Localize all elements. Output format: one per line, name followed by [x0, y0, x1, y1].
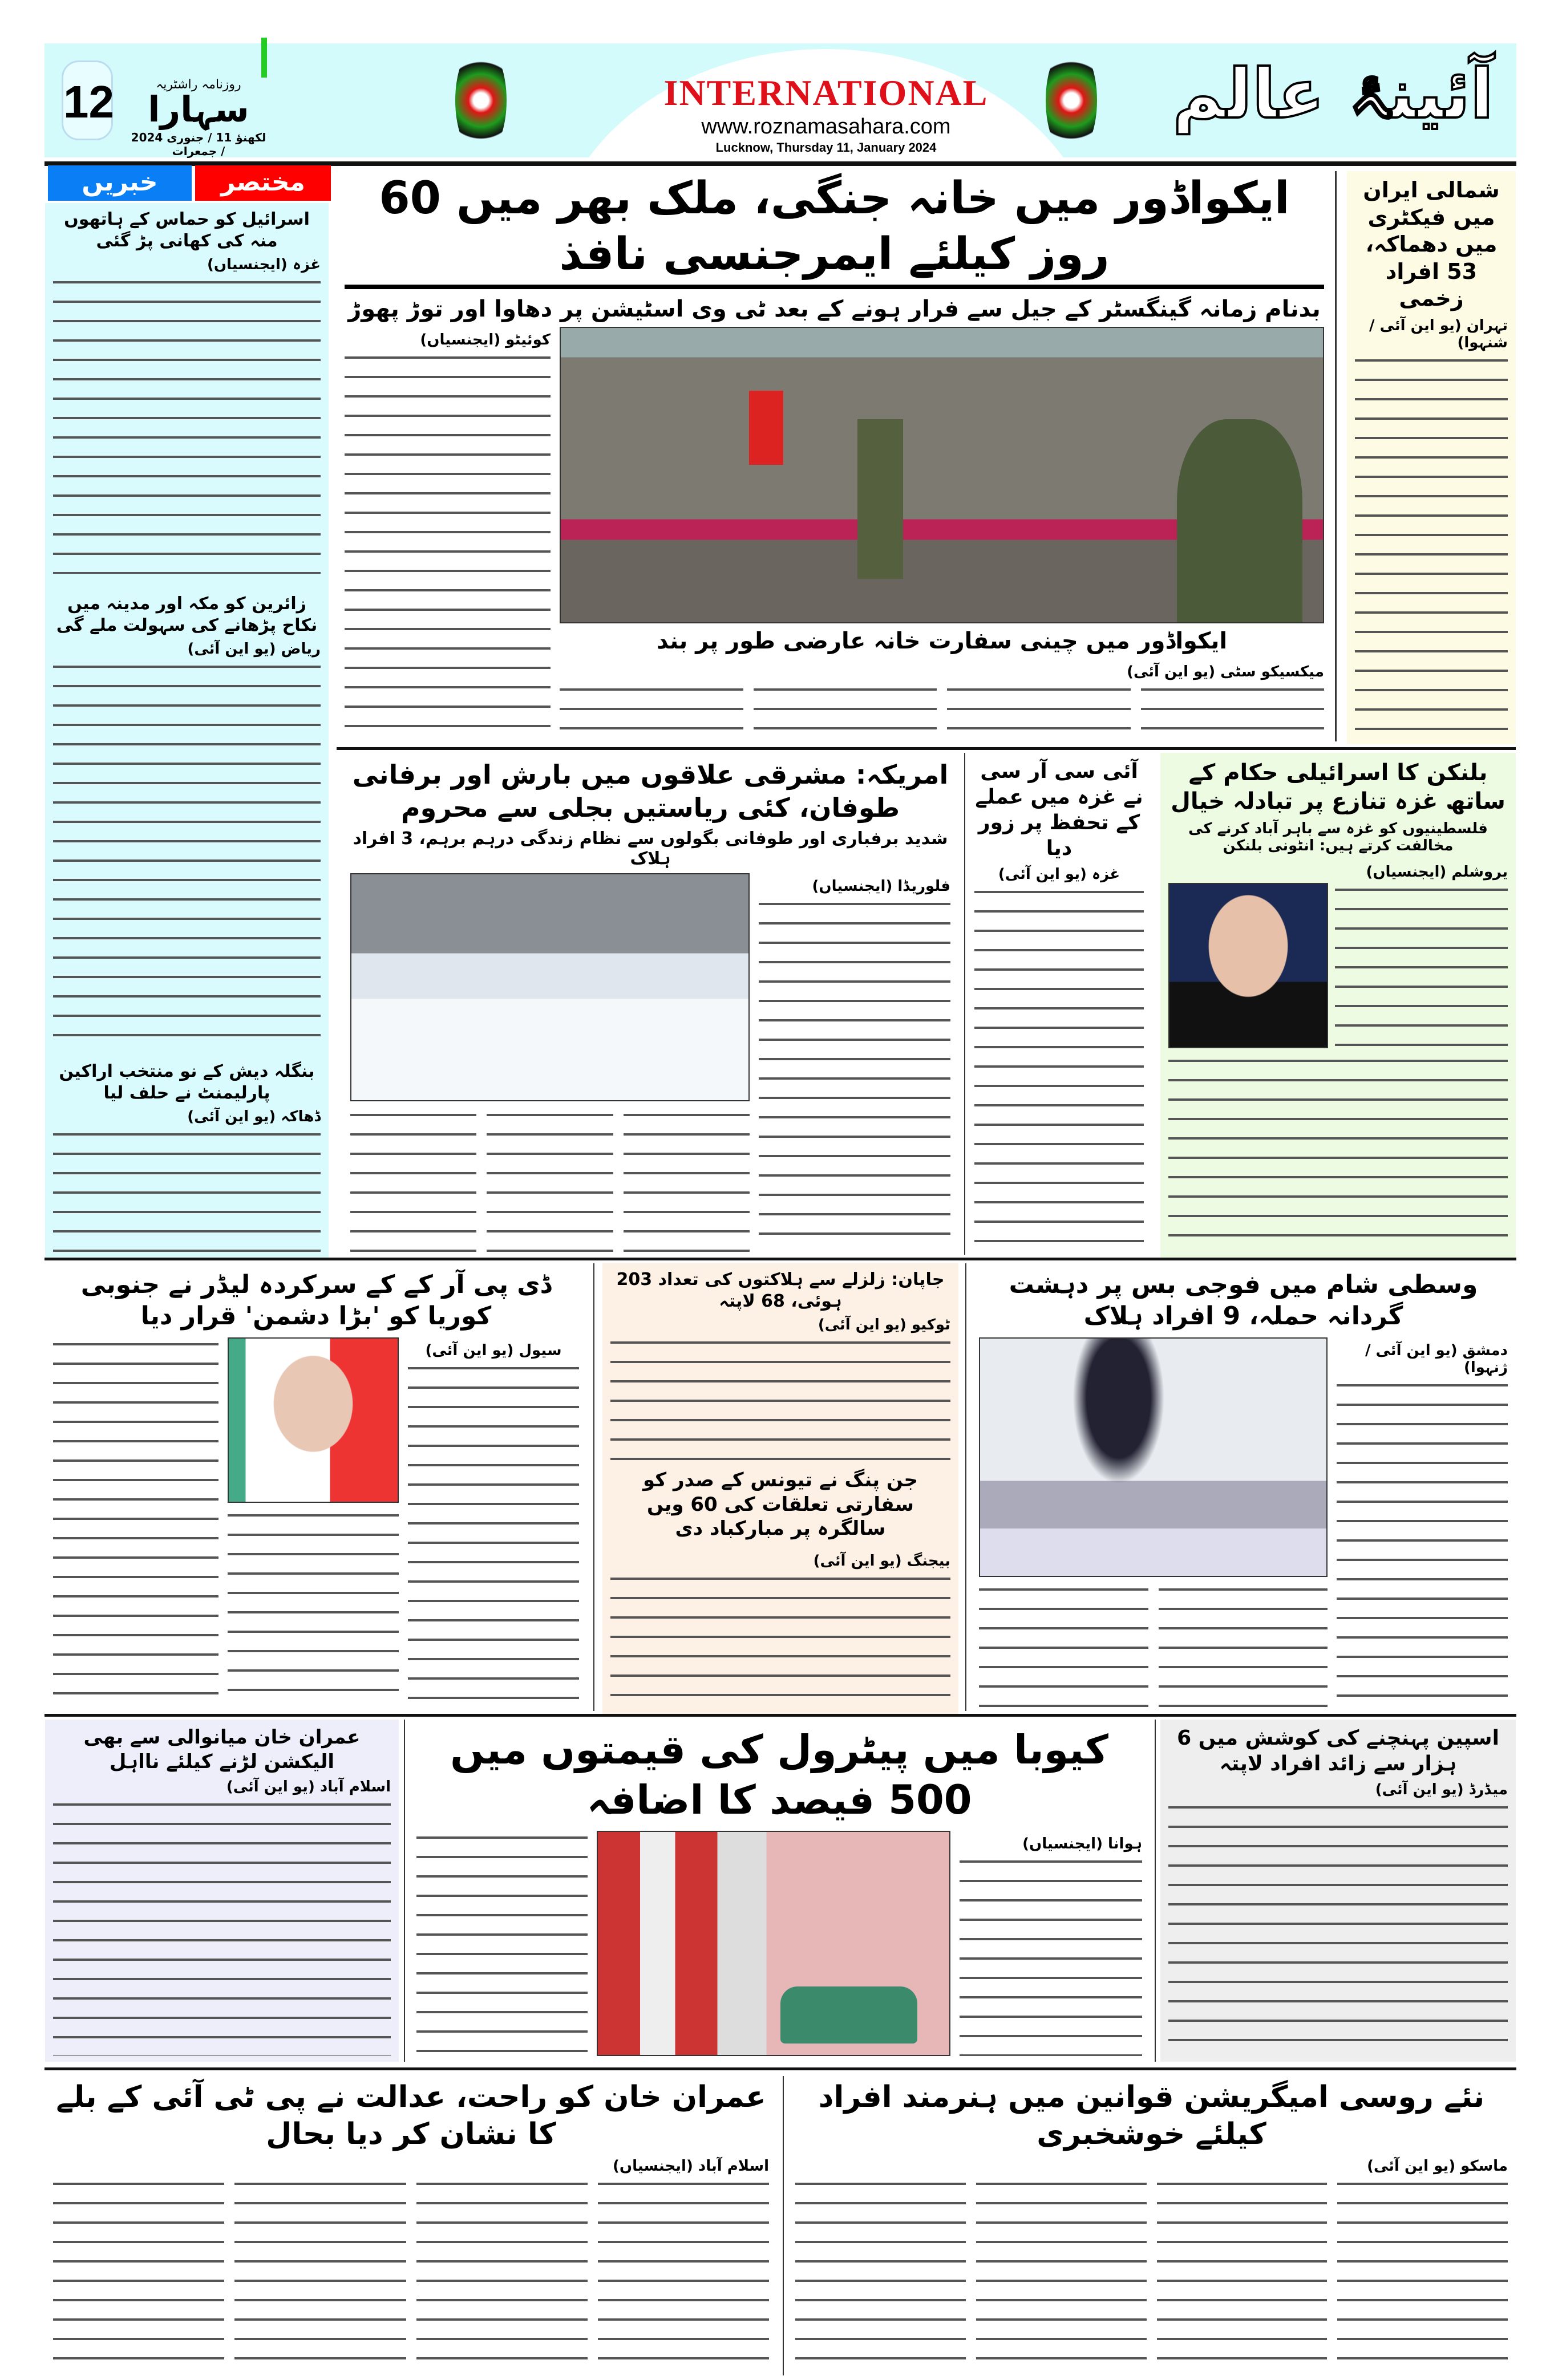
headline: نئے روسی امیگریشن قوانین میں ہنرمند افراد کیلئے خوشخبری	[818, 2080, 1485, 2151]
article-body	[974, 885, 1144, 1252]
story-usa-storm	[342, 753, 958, 1258]
story-hajj-nikah	[45, 587, 329, 1049]
story-dprk	[45, 1263, 587, 1714]
headline: عمران خان کو راحت، عدالت نے پی ٹی آئی کے بلے کا نشان کر دیا بحال	[56, 2080, 766, 2151]
divider	[964, 753, 965, 1255]
divider	[1155, 1720, 1156, 2062]
dateline: غزہ (ایجنسیاں)	[207, 256, 321, 273]
logo-text: سہارا	[148, 88, 249, 130]
jinping-headline: جن پنگ نے تیونس کے صدر کو سفارتی تعلقات کی 60 ویں سالگرہ پر مبارکباد دی	[643, 1469, 918, 1540]
story-imran-mianwali	[45, 1720, 399, 2062]
divider	[404, 1720, 405, 2062]
story-bangladesh	[45, 1055, 329, 1258]
emblem-icon	[455, 43, 507, 157]
article-body	[53, 1128, 321, 1252]
article-body	[53, 1798, 391, 2056]
headline: ڈی پی آر کے کے سرکردہ لیڈر نے جنوبی کوریا کو 'بڑا دشمن' قرار دیا	[80, 1270, 552, 1331]
tab-khabrein: خبریں	[48, 165, 192, 201]
dateline: فلوریڈا (ایجنسیاں)	[812, 878, 950, 895]
story-israel-hamas	[45, 203, 329, 579]
page-number: 12	[63, 76, 114, 127]
dateline: ٹوکیو (یو این آئی)	[818, 1316, 950, 1333]
main-headline: ایکواڈور میں خانہ جنگی، ملک بھر میں 60 روز کیلئے ایمرجنسی نافذ	[379, 173, 1290, 280]
divider	[783, 2076, 784, 2375]
headline: اسپین پہنچنے کی کوشش میں 6 ہزار سے زائد افراد لاپتہ	[1177, 1726, 1499, 1775]
page-number-badge	[62, 60, 113, 140]
section-title-english: INTERNATIONAL	[663, 72, 989, 113]
article-body	[1168, 1801, 1508, 2056]
headline: شمالی ایران میں فیکٹری میں دھماکہ، 53 افراد زخمی	[1363, 177, 1500, 311]
dateline: ریاض (یو این آئی)	[187, 640, 321, 658]
logo-torch-icon	[261, 38, 267, 78]
masthead	[44, 43, 1516, 157]
headline: بنگلہ دیش کے نو منتخب اراکین پارلیمنٹ نے حلف لیا	[59, 1061, 315, 1103]
urdu-dateline: لکھنؤ 11 / جنوری 2024 / جمعرات	[131, 131, 266, 158]
story-cuba-petrol	[408, 1720, 1150, 2062]
emblem-icon	[1046, 43, 1097, 157]
dateline: سیول (یو این آئی)	[425, 1342, 562, 1359]
story-russia-immigration	[787, 2073, 1516, 2375]
dateline: غزہ (یو این آئی)	[998, 866, 1120, 883]
headline: کیوبا میں پیٹرول کی قیمتوں میں 500 فیصد کا اضافہ	[450, 1726, 1108, 1823]
dateline: ماسکو (یو این آئی)	[1367, 2158, 1508, 2175]
story-japan-quake	[602, 1263, 958, 1714]
ecuador-soldiers-photo	[560, 327, 1324, 623]
article-body	[345, 351, 551, 741]
main-subheadline: بدنام زمانہ گینگسٹر کے جیل سے فرار ہونے کے بعد ٹی وی اسٹیشن پر دھاوا اور توڑ پھوڑ	[348, 296, 1321, 322]
divider	[593, 1263, 594, 1711]
inset-headline: ایکواڈور میں چینی سفارت خانہ عارضی طور پر بند	[656, 628, 1228, 654]
divider	[965, 1263, 966, 1711]
dateline: تہران (یو این آئی / شنہوا)	[1369, 317, 1508, 351]
headline: زائرین کو مکہ اور مدینہ میں نکاح پڑھانے کی سہولت ملے گی	[56, 594, 318, 635]
tab-mukhtasar: مختصر	[195, 165, 331, 201]
dateline: ہوانا (ایجنسیاں)	[1022, 1835, 1142, 1852]
logo	[130, 78, 267, 158]
story-imran-bat-symbol	[45, 2073, 777, 2375]
section-title-urdu: آئینۂ عالم	[1172, 55, 1494, 134]
article-body	[53, 275, 321, 574]
dateline: ڈھاکہ (یو این آئی)	[187, 1108, 321, 1125]
logo-subtext: روزنامہ راشٹریہ	[156, 78, 241, 92]
article-body	[53, 660, 321, 1044]
divider	[337, 747, 1516, 750]
dateline: دمشق (یو این آئی / ژنہوا)	[1365, 1342, 1508, 1376]
headline: بلنکن کا اسرائیلی حکام کے ساتھ غزہ تنازع پر تبادلہ خیال	[1171, 760, 1506, 814]
story-iran-factory	[1347, 171, 1516, 744]
divider	[44, 2067, 1516, 2070]
snow-street-photo	[350, 873, 750, 1101]
inset-dateline: میکسیکو سٹی (یو این آئی)	[1127, 663, 1324, 680]
headline: امریکہ: مشرقی علاقوں میں بارش اور برفانی طوفان، کئی ریاستیں بجلی سے محروم	[352, 759, 949, 823]
headline: آئی سی آر سی نے غزہ میں عملے کے تحفظ پر زور دیا	[975, 760, 1143, 860]
headline: وسطی شام میں فوجی بس پر دہشت گردانہ حملہ، 9 افراد ہلاک	[1009, 1270, 1478, 1331]
kim-jong-un-photo	[228, 1337, 399, 1503]
headline: جاپان: زلزلے سے ہلاکتوں کی تعداد 203 ہوئی، 68 لاپتہ	[616, 1270, 945, 1311]
divider	[44, 1714, 1516, 1717]
article-body	[1355, 354, 1508, 739]
story-blinken	[1160, 753, 1516, 1258]
dateline: اسلام آباد (یو این آئی)	[226, 1778, 391, 1795]
dateline: میڈرڈ (یو این آئی)	[1375, 1781, 1508, 1798]
smoke-photo	[979, 1337, 1328, 1577]
divider	[1335, 171, 1337, 741]
story-ecuador	[337, 165, 1332, 747]
story-icrc	[966, 753, 1152, 1258]
subheadline: شدید برفباری اور طوفانی بگولوں سے نظام زندگی درہم برہم، 3 افراد ہلاک	[353, 829, 948, 869]
petrol-station-photo	[597, 1831, 950, 2056]
headline: اسرائیل کو حماس کے ہاتھوں منہ کی کھانی پڑ گئی	[64, 209, 310, 251]
blinken-photo	[1168, 883, 1328, 1048]
divider	[44, 1258, 1516, 1260]
article-body	[1168, 1054, 1508, 1252]
headline: عمران خان میانوالی سے بھی الیکشن لڑنے کیلئے نااہل	[83, 1726, 361, 1773]
story-spain-migrants	[1160, 1720, 1516, 2062]
website: www.roznamasahara.com	[701, 115, 951, 139]
dateline: یروشلم (ایجنسیاں)	[1366, 863, 1508, 881]
story-syria-bus	[971, 1263, 1516, 1714]
subheadline: فلسطینیوں کو غزہ سے باہر آباد کرنے کی مخالفت کرتے ہیں: انٹونی بلنکن	[1188, 820, 1488, 854]
main-dateline: کوئیٹو (ایجنسیاں)	[420, 331, 551, 348]
dateline: اسلام آباد (ایجنسیاں)	[613, 2158, 769, 2175]
english-dateline: Lucknow, Thursday 11, January 2024	[715, 140, 937, 155]
jinping-dateline: بیجنگ (یو این آئی)	[813, 1552, 950, 1570]
